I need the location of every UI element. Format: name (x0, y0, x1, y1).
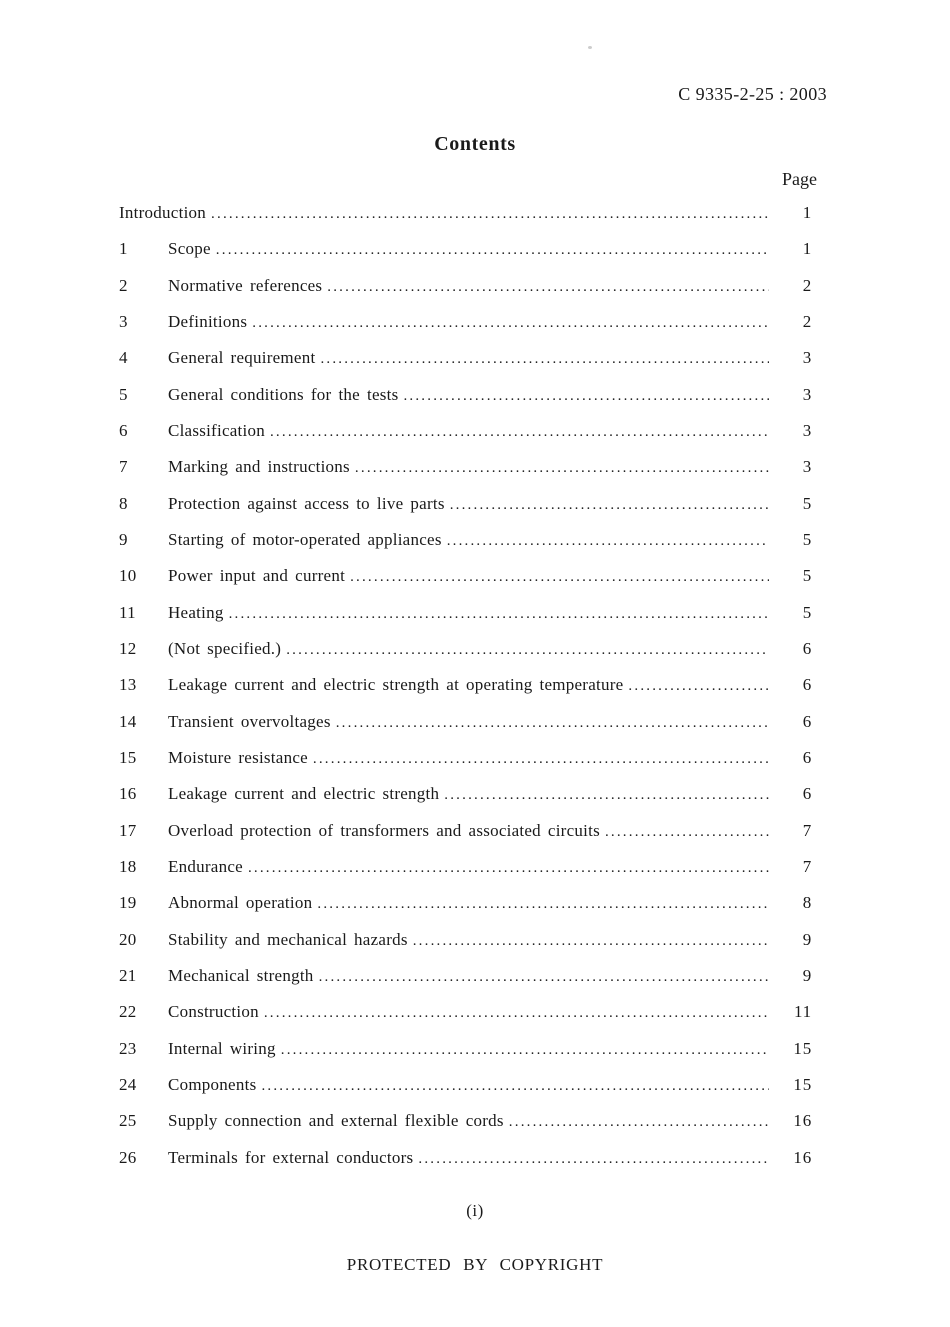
toc-entry-page: 15 (793, 1038, 812, 1058)
toc-entry-title: General requirement (168, 348, 316, 368)
toc-row (119, 195, 812, 231)
dot-leader (252, 305, 769, 341)
toc-entry-page: 3 (802, 384, 812, 404)
document-code: C 9335-2-25 : 2003 (678, 84, 827, 104)
toc-entry-number: 22 (119, 1002, 137, 1022)
toc-entry-page: 1 (802, 239, 812, 259)
toc-entry-number: 17 (119, 820, 137, 840)
dot-leader (447, 523, 769, 559)
toc-entry-page: 6 (802, 711, 812, 731)
toc-entry-title: Overload protection of transformers and associated circuits (168, 820, 600, 840)
toc-entry-title: Starting of motor-operated appliances (168, 529, 442, 549)
toc-entry-title: Classification (168, 420, 265, 440)
toc-entry-number: 24 (119, 1074, 137, 1094)
toc-entry-page: 6 (802, 747, 812, 767)
dot-leader (216, 232, 769, 268)
dot-leader (350, 559, 769, 595)
table-of-contents (119, 195, 812, 1176)
toc-entry-page: 8 (802, 893, 812, 913)
toc-entry-number: 13 (119, 675, 137, 695)
toc-entry-title: Components (168, 1074, 257, 1094)
toc-entry-number: 14 (119, 711, 137, 731)
sheet-page-number: (i) (466, 1201, 484, 1220)
toc-row (119, 704, 812, 740)
dot-leader (418, 1141, 769, 1177)
dot-leader (211, 196, 769, 232)
dot-leader (281, 1032, 769, 1068)
toc-row (119, 776, 812, 812)
toc-entry-number: 5 (119, 384, 128, 404)
toc-entry-number: 16 (119, 784, 137, 804)
toc-entry-title: Introduction (119, 203, 207, 222)
toc-entry-number: 10 (119, 566, 137, 586)
toc-row (119, 885, 812, 921)
toc-entry-number: 20 (119, 929, 137, 949)
dot-leader (248, 850, 769, 886)
toc-row (119, 631, 812, 667)
toc-entry-number: 7 (119, 457, 128, 477)
dot-leader (413, 923, 769, 959)
toc-entry-page: 7 (802, 820, 812, 840)
dot-leader (450, 487, 769, 523)
toc-row (119, 1103, 812, 1139)
toc-entry-title: Transient overvoltages (168, 711, 331, 731)
dot-leader (261, 1068, 769, 1104)
toc-entry-title: Normative references (168, 275, 323, 295)
toc-entry-number: 19 (119, 893, 137, 913)
copyright-notice: PROTECTED BY COPYRIGHT (346, 1255, 604, 1274)
toc-row (119, 994, 812, 1030)
toc-entry-number: 18 (119, 856, 137, 876)
dot-leader (313, 741, 769, 777)
toc-row (119, 1031, 812, 1067)
toc-entry-page: 2 (802, 311, 812, 331)
toc-entry-page: 11 (794, 1002, 812, 1022)
toc-entry-page: 5 (802, 529, 812, 549)
toc-entry-number: 12 (119, 638, 137, 658)
toc-entry-page: 5 (802, 493, 812, 513)
toc-entry-page: 1 (802, 203, 812, 222)
toc-row (119, 558, 812, 594)
toc-entry-page: 7 (802, 856, 812, 876)
dot-leader (319, 959, 769, 995)
dot-leader (336, 705, 769, 741)
toc-entry-title: Leakage current and electric strength at operating temperature (168, 675, 624, 695)
dot-leader (270, 414, 769, 450)
toc-entry-number: 23 (119, 1038, 137, 1058)
toc-entry-page: 3 (802, 420, 812, 440)
toc-entry-page: 3 (802, 457, 812, 477)
toc-entry-title: Moisture resistance (168, 747, 308, 767)
dot-leader (509, 1104, 769, 1140)
toc-row (119, 667, 812, 703)
toc-row (119, 1140, 812, 1176)
toc-entry-page: 5 (802, 602, 812, 622)
dot-leader (444, 777, 769, 813)
toc-entry-title: Endurance (168, 856, 243, 876)
toc-row (119, 958, 812, 994)
toc-entry-title: Leakage current and electric strength (168, 784, 440, 804)
toc-row (119, 595, 812, 631)
dot-leader (264, 995, 769, 1031)
toc-row (119, 377, 812, 413)
toc-entry-number: 25 (119, 1111, 137, 1131)
toc-entry-title: Abnormal operation (168, 893, 313, 913)
dot-leader (605, 814, 769, 850)
page-column-label: Page (782, 169, 817, 189)
toc-entry-number: 2 (119, 275, 128, 295)
toc-row (119, 413, 812, 449)
toc-row (119, 740, 812, 776)
toc-entry-page: 16 (793, 1147, 812, 1167)
toc-entry-number: 9 (119, 529, 128, 549)
toc-entry-title: Supply connection and external flexible cords (168, 1111, 504, 1131)
toc-entry-title: Marking and instructions (168, 457, 350, 477)
toc-row (119, 922, 812, 958)
toc-entry-title: Internal wiring (168, 1038, 276, 1058)
toc-row (119, 304, 812, 340)
dot-leader (229, 596, 769, 632)
toc-entry-page: 9 (802, 965, 812, 985)
toc-entry-title: Construction (168, 1002, 259, 1022)
dot-leader (403, 378, 769, 414)
toc-entry-title: Protection against access to live parts (168, 493, 445, 513)
dot-leader (320, 341, 769, 377)
toc-row (119, 522, 812, 558)
toc-entry-title: General conditions for the tests (168, 384, 399, 404)
toc-row (119, 849, 812, 885)
toc-entry-number: 6 (119, 420, 128, 440)
toc-entry-number: 4 (119, 348, 128, 368)
toc-entry-number: 21 (119, 965, 137, 985)
page-title: Contents (434, 133, 516, 155)
dot-leader (355, 450, 769, 486)
toc-entry-number: 3 (119, 311, 128, 331)
toc-entry-title: Power input and current (168, 566, 346, 586)
toc-entry-number: 1 (119, 239, 128, 259)
toc-entry-title: Stability and mechanical hazards (168, 929, 408, 949)
toc-entry-number: 26 (119, 1147, 137, 1167)
toc-entry-page: 6 (802, 675, 812, 695)
toc-row (119, 231, 812, 267)
toc-row (119, 268, 812, 304)
toc-entry-page: 9 (802, 929, 812, 949)
toc-entry-title: Definitions (168, 311, 248, 331)
dot-leader (286, 632, 769, 668)
toc-row (119, 813, 812, 849)
toc-entry-page: 5 (802, 566, 812, 586)
toc-entry-page: 6 (802, 784, 812, 804)
toc-entry-number: 15 (119, 747, 137, 767)
toc-row (119, 449, 812, 485)
toc-row (119, 486, 812, 522)
dot-leader (628, 668, 769, 704)
toc-entry-page: 15 (793, 1074, 812, 1094)
toc-entry-title: Scope (168, 239, 211, 259)
toc-row (119, 1067, 812, 1103)
toc-row (119, 340, 812, 376)
toc-entry-title: Heating (168, 602, 224, 622)
dot-leader (317, 886, 769, 922)
scan-speck (588, 46, 592, 49)
dot-leader (327, 269, 769, 305)
toc-entry-title: Terminals for external conductors (168, 1147, 414, 1167)
toc-entry-page: 3 (802, 348, 812, 368)
toc-entry-page: 6 (802, 638, 812, 658)
toc-entry-number: 11 (119, 602, 136, 622)
toc-entry-page: 2 (802, 275, 812, 295)
toc-entry-title: Mechanical strength (168, 965, 314, 985)
toc-entry-title: (Not specified.) (168, 638, 282, 658)
toc-entry-page: 16 (793, 1111, 812, 1131)
toc-entry-number: 8 (119, 493, 128, 513)
